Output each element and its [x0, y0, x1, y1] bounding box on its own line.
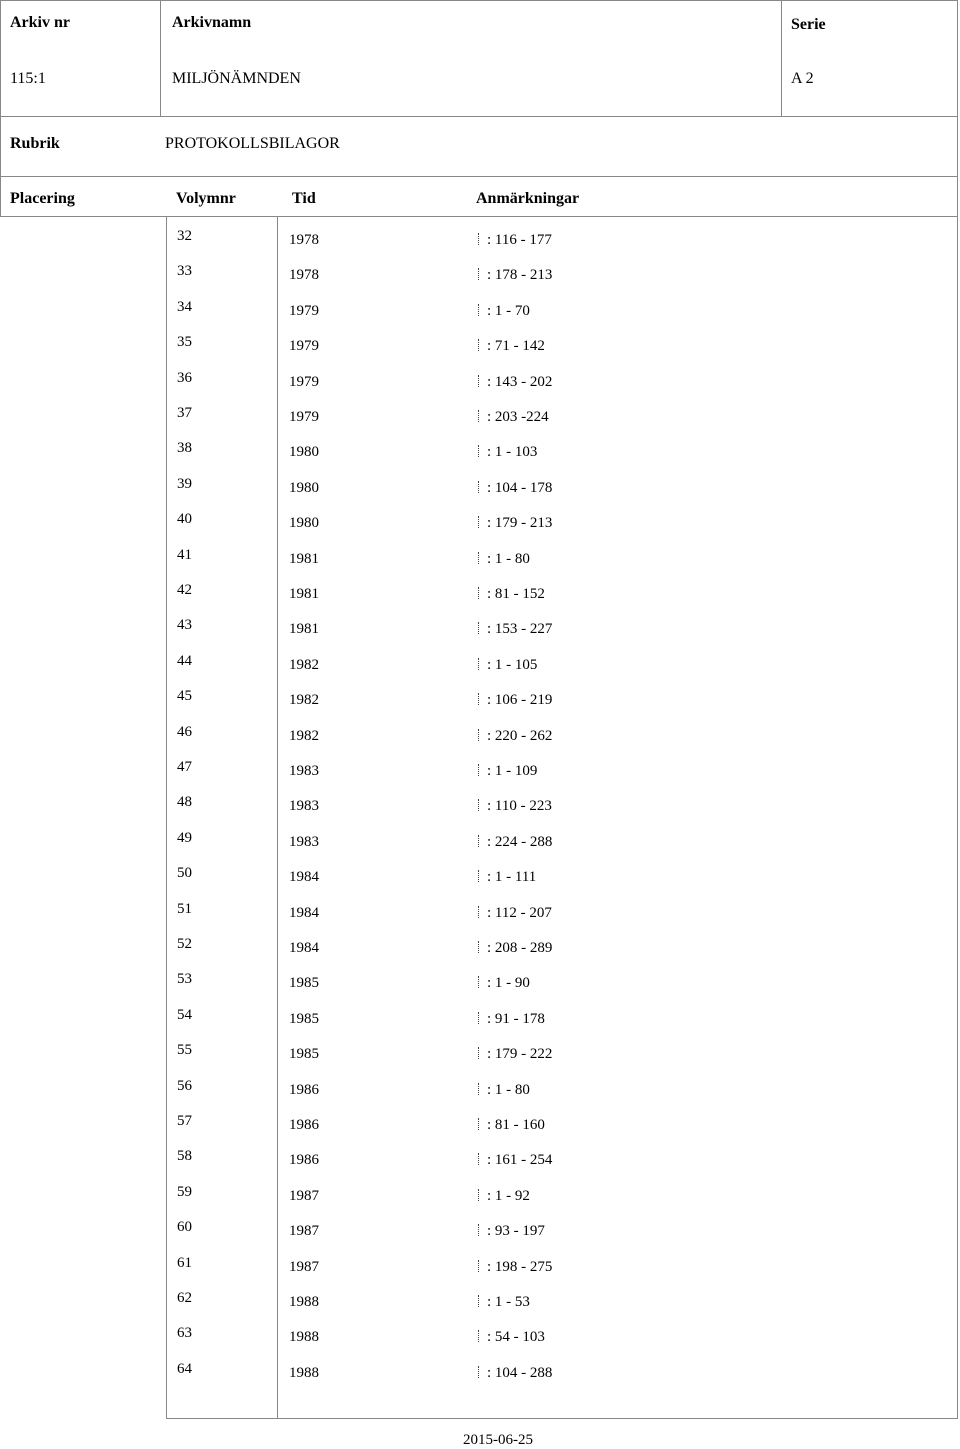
anmarkning-text: : 106 - 219 — [487, 692, 553, 709]
frame-left — [0, 0, 1, 216]
dotted-marker-icon — [478, 976, 481, 988]
tid-cell: 1986 — [289, 1081, 319, 1098]
tid-cell: 1985 — [289, 1046, 319, 1063]
volymnr-cell: 41 — [177, 546, 192, 563]
body-mid-border — [277, 216, 278, 1419]
body-left-border — [166, 216, 167, 1419]
divider-serie — [781, 0, 782, 116]
tid-cell: 1987 — [289, 1258, 319, 1275]
dotted-marker-icon — [478, 941, 481, 953]
tid-cell: 1980 — [289, 444, 319, 461]
anmarkning-cell — [478, 692, 552, 709]
anmarkning-text: : 1 - 90 — [487, 975, 530, 992]
volymnr-cell: 54 — [177, 1006, 192, 1023]
tid-cell: 1984 — [289, 904, 319, 921]
col-anmarkningar: Anmärkningar — [476, 190, 580, 207]
anmarkning-text: : 1 - 103 — [487, 444, 538, 461]
tid-cell: 1983 — [289, 763, 319, 779]
anmarkning-cell — [478, 551, 530, 568]
tid-cell: 1979 — [289, 409, 319, 425]
volymnr-cell: 44 — [177, 652, 192, 669]
anmarkning-cell — [478, 1188, 530, 1205]
volymnr-cell: 58 — [177, 1148, 192, 1165]
anmarkning-cell — [478, 303, 530, 320]
tid-cell: 1984 — [289, 940, 319, 956]
anmarkning-cell — [478, 480, 552, 497]
tid-cell: 1986 — [289, 1117, 319, 1133]
volymnr-cell: 55 — [177, 1042, 192, 1059]
frame-top — [0, 0, 958, 1]
anmarkning-text: : 1 - 53 — [487, 1294, 530, 1310]
tid-cell: 1984 — [289, 869, 319, 886]
anmarkning-cell — [478, 1152, 552, 1169]
tid-cell: 1981 — [289, 621, 319, 638]
anmarkning-cell — [478, 374, 552, 391]
volymnr-cell: 45 — [177, 688, 192, 705]
anmarkning-cell — [478, 763, 537, 780]
anmarkning-text: : 198 - 275 — [487, 1258, 553, 1275]
dotted-marker-icon — [478, 658, 481, 670]
frame-right — [957, 0, 958, 216]
dotted-marker-icon — [478, 693, 481, 705]
dotted-marker-icon — [478, 410, 481, 422]
anmarkning-text: : 104 - 178 — [487, 479, 553, 496]
dotted-marker-icon — [478, 304, 481, 316]
dotted-marker-icon — [478, 1083, 481, 1095]
divider-table — [0, 216, 958, 217]
arkivnamn-label: Arkivnamn — [172, 14, 252, 31]
tid-cell: 1986 — [289, 1152, 319, 1169]
dotted-marker-icon — [478, 622, 481, 634]
dotted-marker-icon — [478, 729, 481, 741]
tid-cell: 1978 — [289, 232, 319, 248]
anmarkning-cell — [478, 1082, 530, 1099]
volymnr-cell: 32 — [177, 228, 192, 244]
volymnr-cell: 61 — [177, 1254, 192, 1271]
arkivnr-value: 115:1 — [10, 70, 46, 87]
tid-cell: 1979 — [289, 373, 319, 390]
divider-arkivnr — [160, 0, 161, 116]
volymnr-cell: 59 — [177, 1183, 192, 1200]
dotted-marker-icon — [478, 1153, 481, 1165]
volymnr-cell: 33 — [177, 263, 192, 280]
anmarkning-text: : 81 - 160 — [487, 1117, 545, 1133]
anmarkning-text: : 81 - 152 — [487, 586, 545, 602]
anmarkning-text: : 71 - 142 — [487, 338, 545, 355]
serie-label: Serie — [791, 16, 826, 33]
volymnr-cell: 40 — [177, 511, 192, 528]
anmarkning-cell — [478, 515, 552, 532]
rubrik-value: PROTOKOLLSBILAGOR — [165, 135, 340, 152]
volymnr-cell: 50 — [177, 865, 192, 882]
anmarkning-text: : 203 -224 — [487, 409, 549, 425]
anmarkning-text: : 1 - 109 — [487, 763, 538, 779]
anmarkning-text: : 1 - 80 — [487, 1081, 530, 1098]
anmarkning-text: : 143 - 202 — [487, 373, 553, 390]
anmarkning-text: : 93 - 197 — [487, 1223, 545, 1240]
dotted-marker-icon — [478, 375, 481, 387]
tid-cell: 1979 — [289, 302, 319, 319]
volymnr-cell: 48 — [177, 794, 192, 811]
divider-columns — [0, 176, 958, 177]
volymnr-cell: 62 — [177, 1290, 192, 1306]
anmarkning-text: : 1 - 80 — [487, 550, 530, 567]
volymnr-cell: 38 — [177, 440, 192, 457]
anmarkning-text: : 110 - 223 — [487, 798, 552, 815]
anmarkning-cell — [478, 834, 552, 851]
volymnr-cell: 46 — [177, 723, 192, 740]
dotted-marker-icon — [478, 1047, 481, 1059]
anmarkning-text: : 104 - 288 — [487, 1364, 553, 1381]
anmarkning-cell — [478, 621, 552, 638]
anmarkning-text: : 178 - 213 — [487, 267, 553, 284]
volymnr-cell: 36 — [177, 369, 192, 386]
dotted-marker-icon — [478, 481, 481, 493]
anmarkning-cell — [478, 232, 552, 249]
tid-cell: 1987 — [289, 1187, 319, 1204]
anmarkning-text: : 179 - 222 — [487, 1046, 553, 1063]
anmarkning-text: : 91 - 178 — [487, 1010, 545, 1027]
dotted-marker-icon — [478, 906, 481, 918]
tid-cell: 1983 — [289, 798, 319, 815]
col-volymnr: Volymnr — [176, 190, 236, 207]
anmarkning-cell — [478, 1117, 545, 1134]
dotted-marker-icon — [478, 1366, 481, 1378]
dotted-marker-icon — [478, 268, 481, 280]
tid-cell: 1982 — [289, 692, 319, 709]
dotted-marker-icon — [478, 870, 481, 882]
anmarkning-cell — [478, 905, 552, 922]
anmarkning-text: : 1 - 70 — [487, 302, 530, 319]
tid-cell: 1982 — [289, 656, 319, 673]
tid-cell: 1983 — [289, 833, 319, 850]
anmarkning-cell — [478, 798, 552, 815]
anmarkning-text: : 153 - 227 — [487, 621, 553, 638]
anmarkning-cell — [478, 338, 545, 355]
tid-cell: 1979 — [289, 338, 319, 355]
anmarkning-text: : 179 - 213 — [487, 515, 553, 532]
anmarkning-text: : 116 - 177 — [487, 232, 552, 248]
volymnr-cell: 34 — [177, 298, 192, 315]
volymnr-cell: 63 — [177, 1325, 192, 1342]
dotted-marker-icon — [478, 1260, 481, 1272]
body-right-border — [957, 216, 958, 1419]
arkivnr-label: Arkiv nr — [10, 14, 70, 31]
anmarkning-cell — [478, 1294, 530, 1311]
tid-cell: 1981 — [289, 586, 319, 602]
dotted-marker-icon — [478, 835, 481, 847]
volymnr-cell: 53 — [177, 971, 192, 988]
anmarkning-cell — [478, 1259, 552, 1276]
volymnr-cell: 57 — [177, 1113, 192, 1129]
footer — [0, 1432, 960, 1449]
volymnr-cell: 52 — [177, 936, 192, 952]
anmarkning-cell — [478, 1011, 545, 1028]
dotted-marker-icon — [478, 445, 481, 457]
volymnr-cell: 37 — [177, 405, 192, 421]
anmarkning-cell — [478, 1329, 545, 1346]
tid-cell: 1988 — [289, 1329, 319, 1346]
anmarkning-text: : 54 - 103 — [487, 1329, 545, 1346]
dotted-marker-icon — [478, 233, 481, 245]
body-bottom-border — [166, 1418, 958, 1419]
anmarkning-text: : 112 - 207 — [487, 904, 552, 921]
anmarkning-text: : 208 - 289 — [487, 940, 553, 956]
volymnr-cell: 35 — [177, 334, 192, 351]
serie-value: A 2 — [791, 70, 814, 87]
volymnr-cell: 64 — [177, 1360, 192, 1377]
dotted-marker-icon — [478, 1012, 481, 1024]
dotted-marker-icon — [478, 764, 481, 776]
footer-date: 2015-06-25 — [463, 1432, 533, 1448]
tid-cell: 1978 — [289, 267, 319, 284]
tid-cell: 1980 — [289, 515, 319, 532]
tid-cell: 1985 — [289, 975, 319, 992]
tid-cell: 1987 — [289, 1223, 319, 1240]
tid-cell: 1982 — [289, 727, 319, 744]
col-tid: Tid — [292, 190, 316, 207]
col-placering: Placering — [10, 190, 75, 207]
dotted-marker-icon — [478, 1118, 481, 1130]
anmarkning-cell — [478, 1046, 552, 1063]
tid-cell: 1988 — [289, 1364, 319, 1381]
tid-cell: 1980 — [289, 479, 319, 496]
anmarkning-text: : 1 - 105 — [487, 656, 538, 673]
anmarkning-cell — [478, 975, 530, 992]
anmarkning-text: : 220 - 262 — [487, 727, 553, 744]
rubrik-label: Rubrik — [10, 135, 60, 152]
dotted-marker-icon — [478, 1295, 481, 1307]
volymnr-cell: 49 — [177, 829, 192, 846]
anmarkning-cell — [478, 1223, 545, 1240]
volymnr-cell: 39 — [177, 475, 192, 492]
arkivnamn-value: MILJÖNÄMNDEN — [172, 70, 301, 87]
dotted-marker-icon — [478, 1224, 481, 1236]
dotted-marker-icon — [478, 799, 481, 811]
volymnr-cell: 51 — [177, 900, 192, 917]
divider-rubrik — [0, 116, 958, 117]
anmarkning-text: : 1 - 92 — [487, 1187, 530, 1204]
dotted-marker-icon — [478, 516, 481, 528]
dotted-marker-icon — [478, 587, 481, 599]
tid-cell: 1985 — [289, 1010, 319, 1027]
anmarkning-cell — [478, 728, 552, 745]
tid-cell: 1988 — [289, 1294, 319, 1310]
volymnr-cell: 56 — [177, 1077, 192, 1094]
anmarkning-cell — [478, 940, 552, 957]
anmarkning-cell — [478, 1365, 552, 1382]
volymnr-cell: 47 — [177, 759, 192, 775]
dotted-marker-icon — [478, 1330, 481, 1342]
anmarkning-cell — [478, 444, 537, 461]
volymnr-cell: 43 — [177, 617, 192, 634]
anmarkning-text: : 161 - 254 — [487, 1152, 553, 1169]
anmarkning-text: : 1 - 111 — [487, 869, 537, 886]
anmarkning-cell — [478, 586, 545, 603]
volymnr-cell: 60 — [177, 1219, 192, 1236]
anmarkning-cell — [478, 657, 537, 674]
tid-cell: 1981 — [289, 550, 319, 567]
anmarkning-text: : 224 - 288 — [487, 833, 553, 850]
dotted-marker-icon — [478, 552, 481, 564]
anmarkning-cell — [478, 267, 552, 284]
anmarkning-cell — [478, 869, 536, 886]
anmarkning-cell — [478, 409, 549, 426]
dotted-marker-icon — [478, 339, 481, 351]
volymnr-cell: 42 — [177, 582, 192, 598]
dotted-marker-icon — [478, 1189, 481, 1201]
